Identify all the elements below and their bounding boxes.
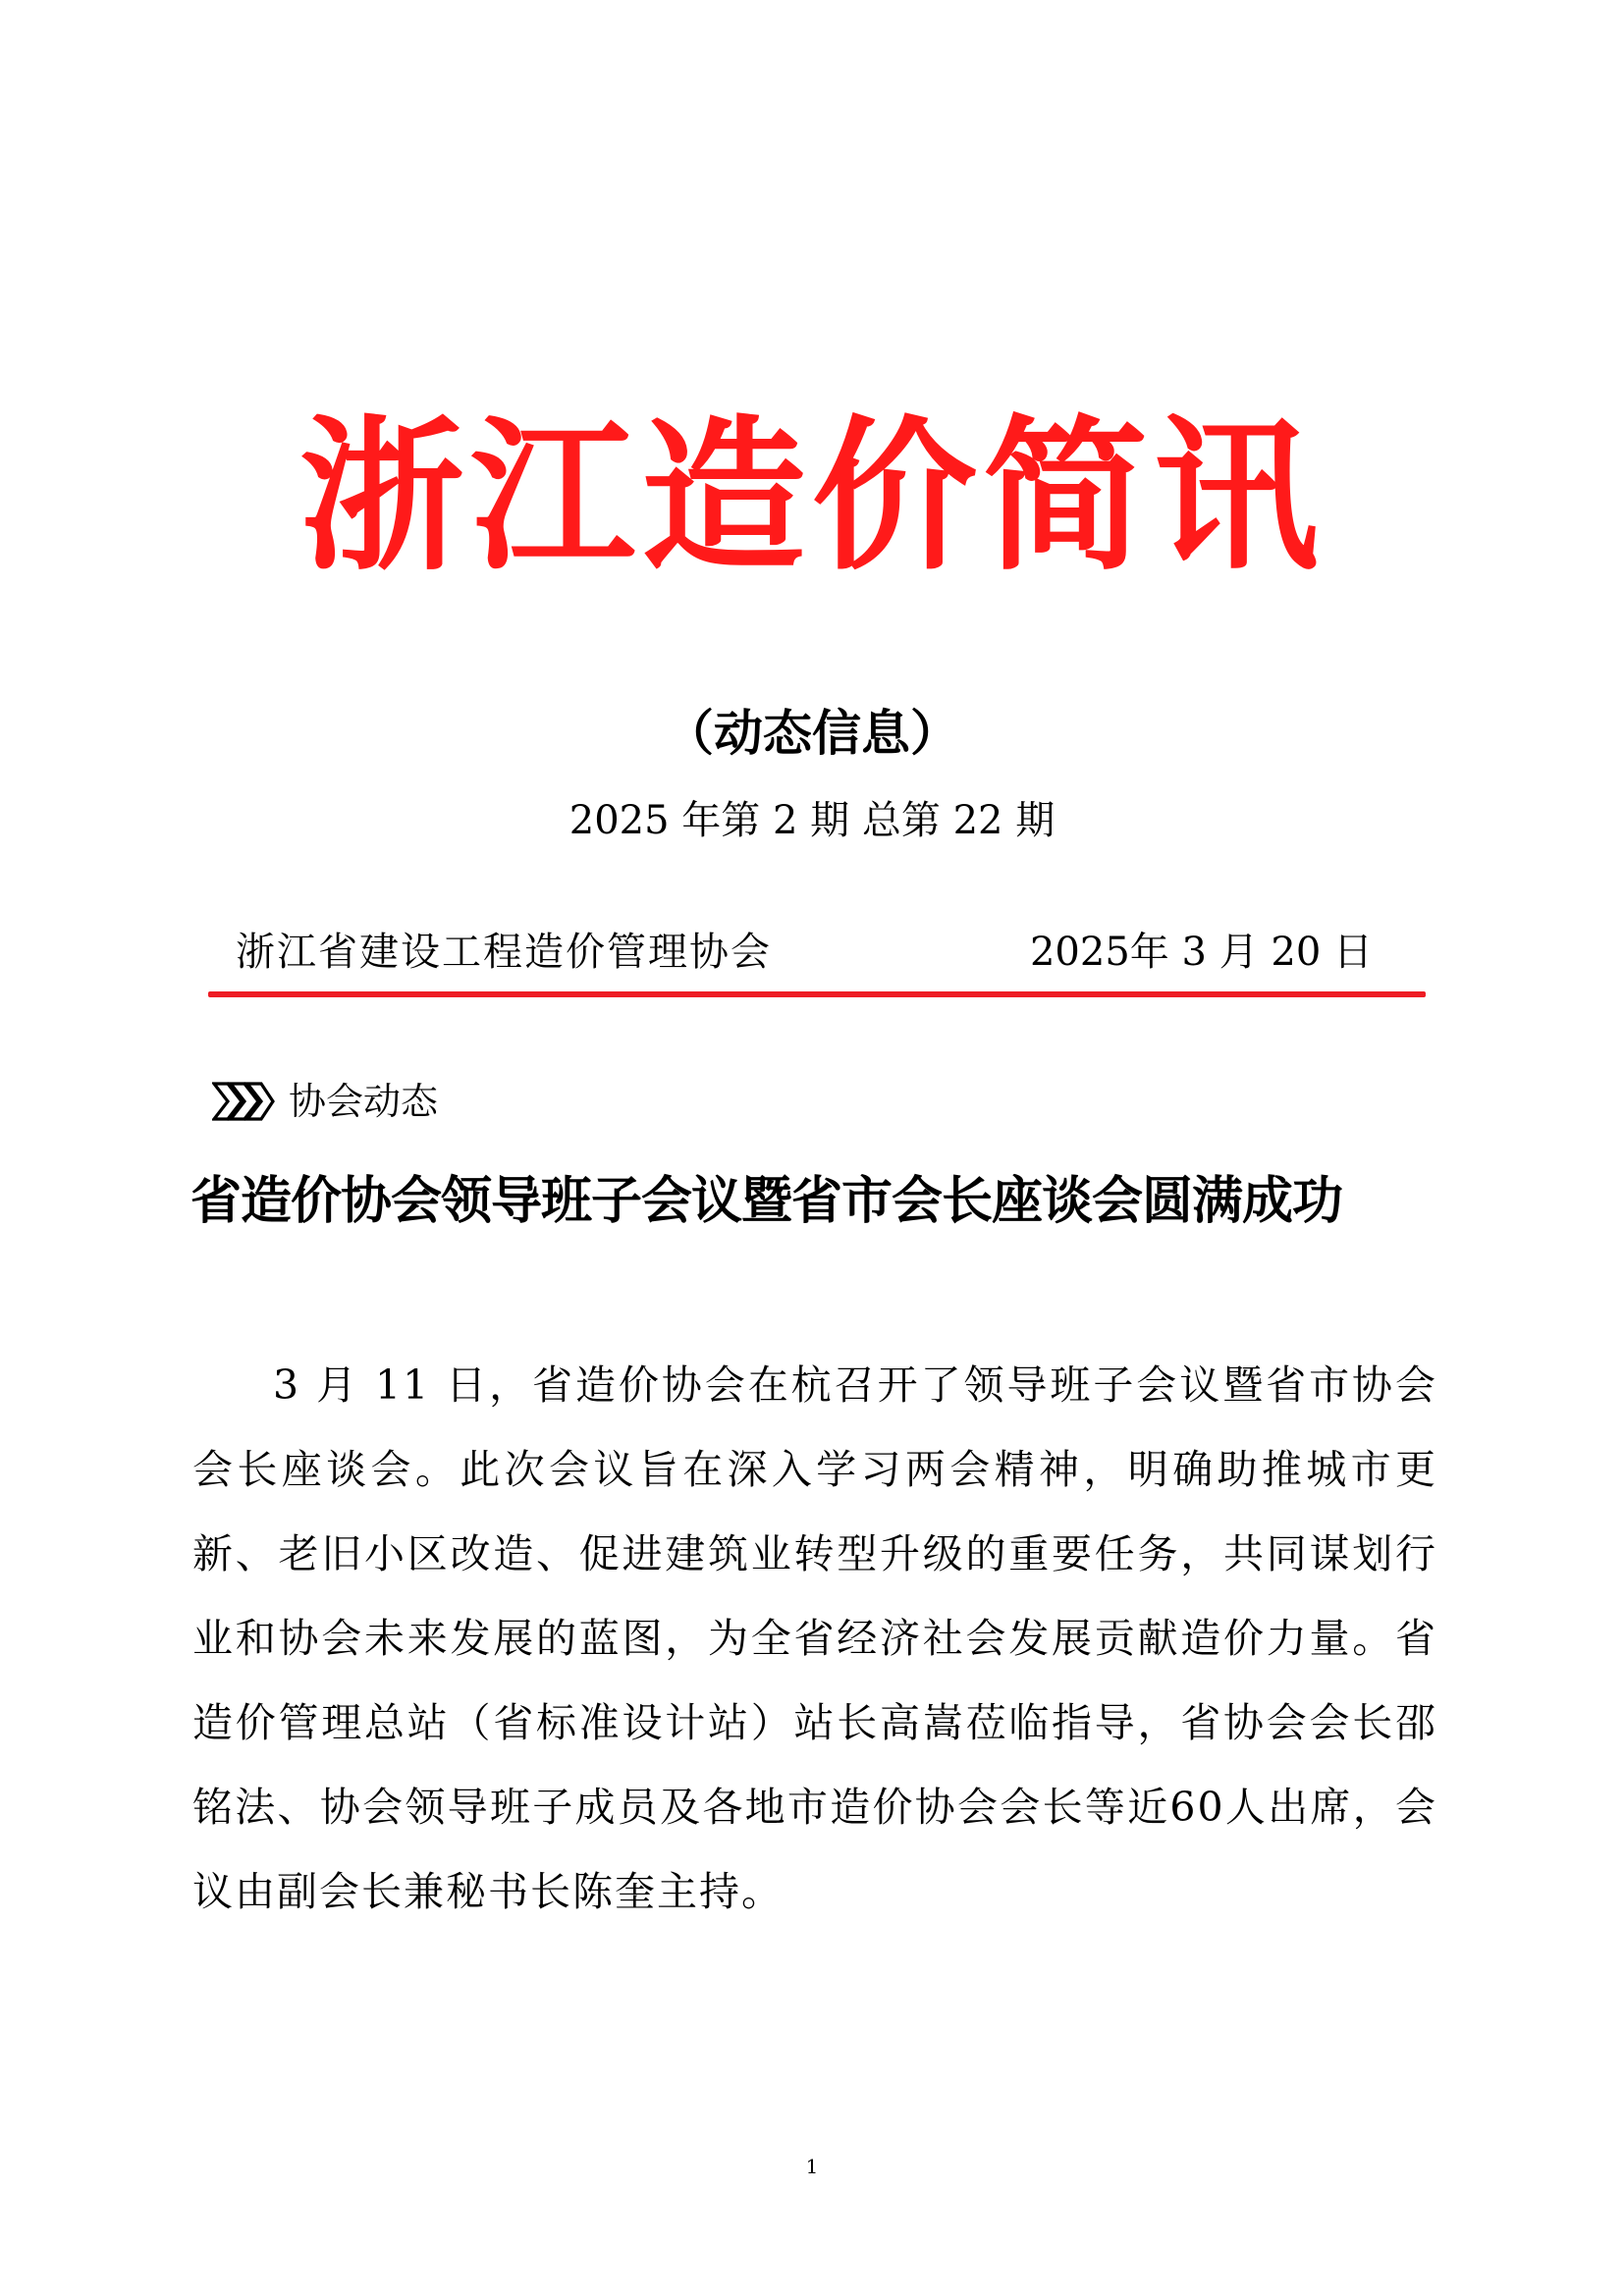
page-number: 1 (805, 2155, 819, 2178)
section-header (212, 1072, 438, 1131)
masthead-subtitle: （动态信息） (665, 705, 959, 762)
issue-number: 2025 年第 2 期 总第 22 期 (568, 798, 1056, 843)
header-divider (208, 991, 1426, 997)
publication-date: 2025年 3 月 20 日 (1029, 930, 1373, 975)
article-body: 3 月 11 日，省造价协会在杭召开了领导班子会议暨省市协会会长座谈会。此次会议旨在深入学习两会精神，明确助推城市更新、老旧小区改造、促进建筑业转型升级的重要任务，共同谋划行业和协会未来发展的蓝图，为全省经济社会发展贡献造价力量。省造价管理总站（省标准设计站）站长高嵩莅临指导，省协会会长邵铭法、协会领导班子成员及各地市造价协会会长等近60人出席，会议由副会长兼秘书长陈奎主持。 (192, 1362, 1437, 1915)
masthead-title: 浙江造价简讯 (299, 399, 1325, 593)
triple-chevron-right-icon (212, 1080, 275, 1123)
section-label: 协会动态 (289, 1080, 439, 1123)
article-title: 省造价协会领导班子会议暨省市会长座谈会圆满成功 (190, 1172, 1343, 1231)
publisher-name: 浙江省建设工程造价管理协会 (236, 930, 772, 975)
